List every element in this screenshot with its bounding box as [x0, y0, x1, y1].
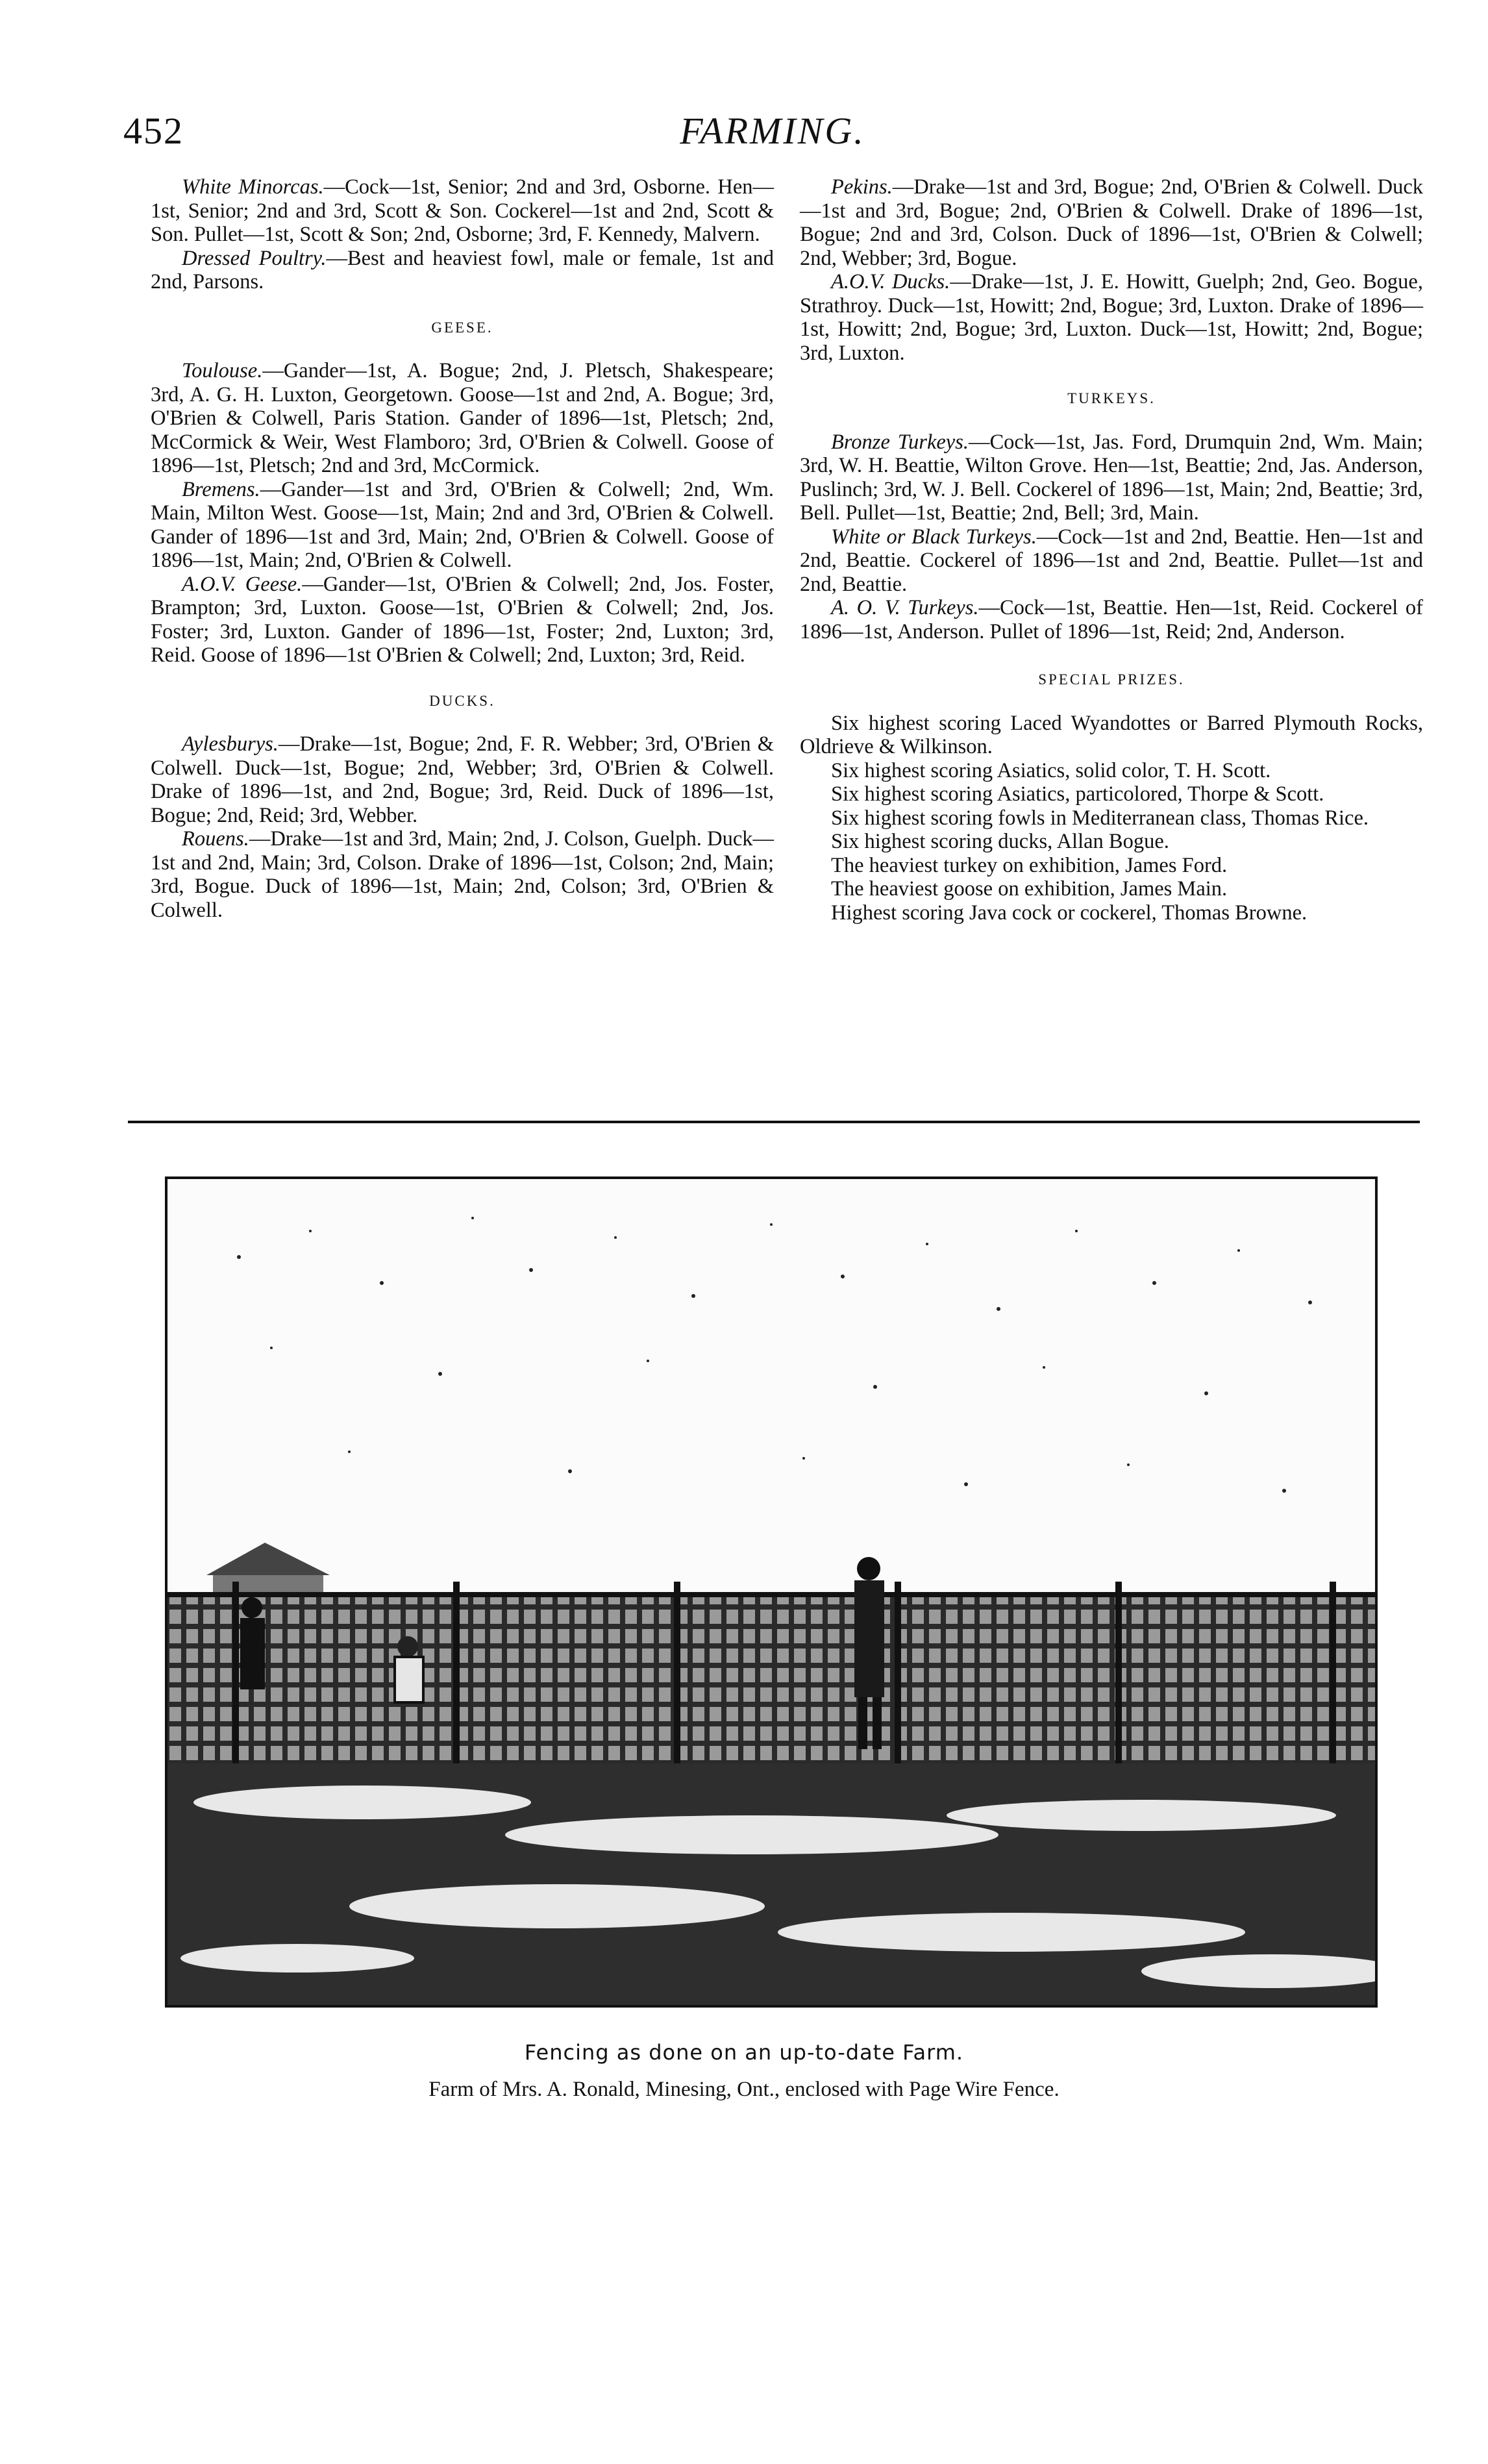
entry-text: —Gander—1st, O'Brien & Colwell; 2nd, Jos. Foster, Brampton; 3rd, Luxton. Goose—1st, O'Brien & Colwell; 2nd, Jos. Foster; 3rd, Luxton. Gander of 1896—1st, Foster; 2nd, Luxton; 3rd, Reid. Goose of 1896—1st O'Brien & Colwell; 2nd, Luxton; 3rd, Reid. [151, 572, 774, 667]
entry-lead: Rouens. [182, 827, 249, 851]
entry-white-black-turkeys [800, 525, 1423, 597]
farm-photograph [165, 1176, 1378, 2008]
special-prize-item: Six highest scoring Asiatics, particolored, Thorpe & Scott. [831, 782, 1324, 806]
entry-text: —Cock—1st, Beattie. Hen—1st, Reid. Cockerel of 1896—1st, Anderson. Pullet of 1896—1st, Reid; 2nd, Anderson. [800, 596, 1423, 643]
section-heading-ducks: DUCKS. [429, 692, 495, 709]
special-prize-item: Six highest scoring fowls in Mediterranean class, Thomas Rice. [831, 806, 1369, 830]
entry-aov-turkeys [800, 596, 1423, 643]
entry-lead: Pekins. [831, 175, 893, 199]
entry-text: —Cock—1st, Senior; 2nd and 3rd, Osborne. Hen—1st, Senior; 2nd and 3rd, Scott & Son. Cockerel—1st and 2nd, Scott & Son. Pullet—1st, Scott & Son; 2nd, Osborne; 3rd, F. Kennedy, Malvern. [151, 175, 774, 246]
section-heading-turkeys: TURKEYS. [1067, 390, 1156, 406]
left-column [151, 175, 774, 922]
entry-text: —Drake—1st and 3rd, Bogue; 2nd, O'Brien & Colwell. Duck—1st and 3rd, Bogue; 2nd, O'Brien & Colwell. Drake of 1896—1st, Bogue; 2nd and 3rd, Colson. Duck of 1896—1st, O'Brien & Colwell; 2nd, Webber; 3rd, Bogue. [800, 175, 1423, 270]
entry-pekins [800, 175, 1423, 270]
entry-lead: White Minorcas. [182, 175, 324, 199]
entry-rouens [151, 827, 774, 922]
special-prize-item: Six highest scoring ducks, Allan Bogue. [831, 830, 1169, 853]
photo-caption-subtitle: Farm of Mrs. A. Ronald, Minesing, Ont., enclosed with Page Wire Fence. [428, 2078, 1060, 2101]
entry-text: —Gander—1st, A. Bogue; 2nd, J. Pletsch, Shakespeare; 3rd, A. G. H. Luxton, Georgetown. Goose—1st and 2nd, A. Bogue; 3rd, O'Brien & Colwell, Paris Station. Gander of 1896—1st, Pletsch; 2nd, McCormick & Weir, West Flamboro; 3rd, O'Brien & Colwell. Goose of 1896—1st, Pletsch; 2nd and 3rd, McCormick. [151, 359, 774, 477]
wire-fence [167, 1595, 1375, 1763]
entry-lead: Bremens. [182, 477, 260, 501]
entry-white-minorcas [151, 175, 774, 247]
special-prize-item: Highest scoring Java cock or cockerel, Thomas Browne. [831, 901, 1308, 925]
entry-lead: A. O. V. Turkeys. [831, 596, 979, 619]
horizontal-rule [128, 1121, 1420, 1123]
entry-lead: A.O.V. Ducks. [831, 270, 950, 293]
entry-bronze-turkeys [800, 430, 1423, 525]
right-column [800, 175, 1423, 925]
farm-fence-illustration [167, 1179, 1375, 2005]
entry-aov-ducks [800, 270, 1423, 365]
entry-text: —Drake—1st, Bogue; 2nd, F. R. Webber; 3rd, O'Brien & Colwell. Duck—1st, Bogue; 2nd, Webber; 3rd, O'Brien & Colwell. Drake of 1896—1st, and 2nd, Bogue; 3rd, Reid. Duck of 1896—1st, Bogue; 2nd, Reid; 3rd, Webber. [151, 732, 774, 827]
entry-lead: White or Black Turkeys. [831, 525, 1037, 549]
photo-caption-title: Fencing as done on an up-to-date Farm. [524, 2040, 964, 2065]
entry-text: —Cock—1st, Jas. Ford, Drumquin 2nd, Wm. Main; 3rd, W. H. Beattie, Wilton Grove. Hen—1st, Beattie; 2nd, Jas. Anderson, Puslinch; 3rd, W. J. Bell. Cockerel of 1896—1st, Main; 2nd, Beattie; 3rd, Bell. Pullet—1st, Beattie; 2nd, Bell; 3rd, Main. [800, 430, 1423, 525]
special-prize-item: The heaviest turkey on exhibition, James Ford. [831, 853, 1228, 877]
page-header [123, 109, 1422, 161]
entry-text: —Gander—1st and 3rd, O'Brien & Colwell; 2nd, Wm. Main, Milton West. Goose—1st, Main; 2nd and 3rd, O'Brien & Colwell. Gander of 1896—1st and 3rd, Main; 2nd, O'Brien & Colwell. Goose of 1896—1st, Main; 2nd, O'Brien & Colwell. [151, 477, 774, 572]
entry-dressed-poultry [151, 247, 774, 294]
entry-toulouse [151, 359, 774, 478]
section-heading-special-prizes: SPECIAL PRIZES. [1038, 671, 1185, 688]
section-heading-geese: GEESE. [431, 319, 493, 336]
entry-bremens [151, 478, 774, 573]
entry-aylesburys [151, 732, 774, 827]
entry-lead: Toulouse. [182, 359, 263, 382]
entry-text: —Drake—1st, J. E. Howitt, Guelph; 2nd, Geo. Bogue, Strathroy. Duck—1st, Howitt; 2nd, Bogue; 3rd, Luxton. Drake of 1896—1st, Howitt; 2nd, Bogue; 3rd, Luxton. Duck—1st, Howitt; 2nd, Bogue; 3rd, Luxton. [800, 270, 1423, 365]
special-prize-item: Six highest scoring Laced Wyandottes or Barred Plymouth Rocks, Oldrieve & Wilkinson. [800, 711, 1423, 758]
entry-text: —Cock—1st and 2nd, Beattie. Hen—1st and 2nd, Beattie. Cockerel of 1896—1st and 2nd, Beattie. Pullet—1st and 2nd, Beattie. [800, 525, 1423, 596]
entry-lead: Dressed Poultry. [182, 246, 327, 270]
special-prize-item: Six highest scoring Asiatics, solid color, T. H. Scott. [831, 758, 1271, 782]
entry-lead: Bronze Turkeys. [831, 430, 969, 454]
journal-title: FARMING. [680, 110, 865, 152]
entry-text: —Best and heaviest fowl, male or female, 1st and 2nd, Parsons. [151, 246, 774, 293]
entry-aov-geese [151, 573, 774, 667]
entry-text: —Drake—1st and 3rd, Main; 2nd, J. Colson, Guelph. Duck—1st and 2nd, Main; 3rd, Colson. Drake of 1896—1st, Colson; 2nd, Main; 3rd, Bogue. Duck of 1896—1st, Main; 2nd, Colson; 3rd, O'Brien & Colwell. [151, 827, 774, 922]
page-number: 452 [123, 110, 184, 152]
entry-lead: A.O.V. Geese. [182, 572, 303, 596]
special-prize-item: The heaviest goose on exhibition, James Main. [831, 877, 1228, 901]
entry-lead: Aylesburys. [182, 732, 279, 756]
